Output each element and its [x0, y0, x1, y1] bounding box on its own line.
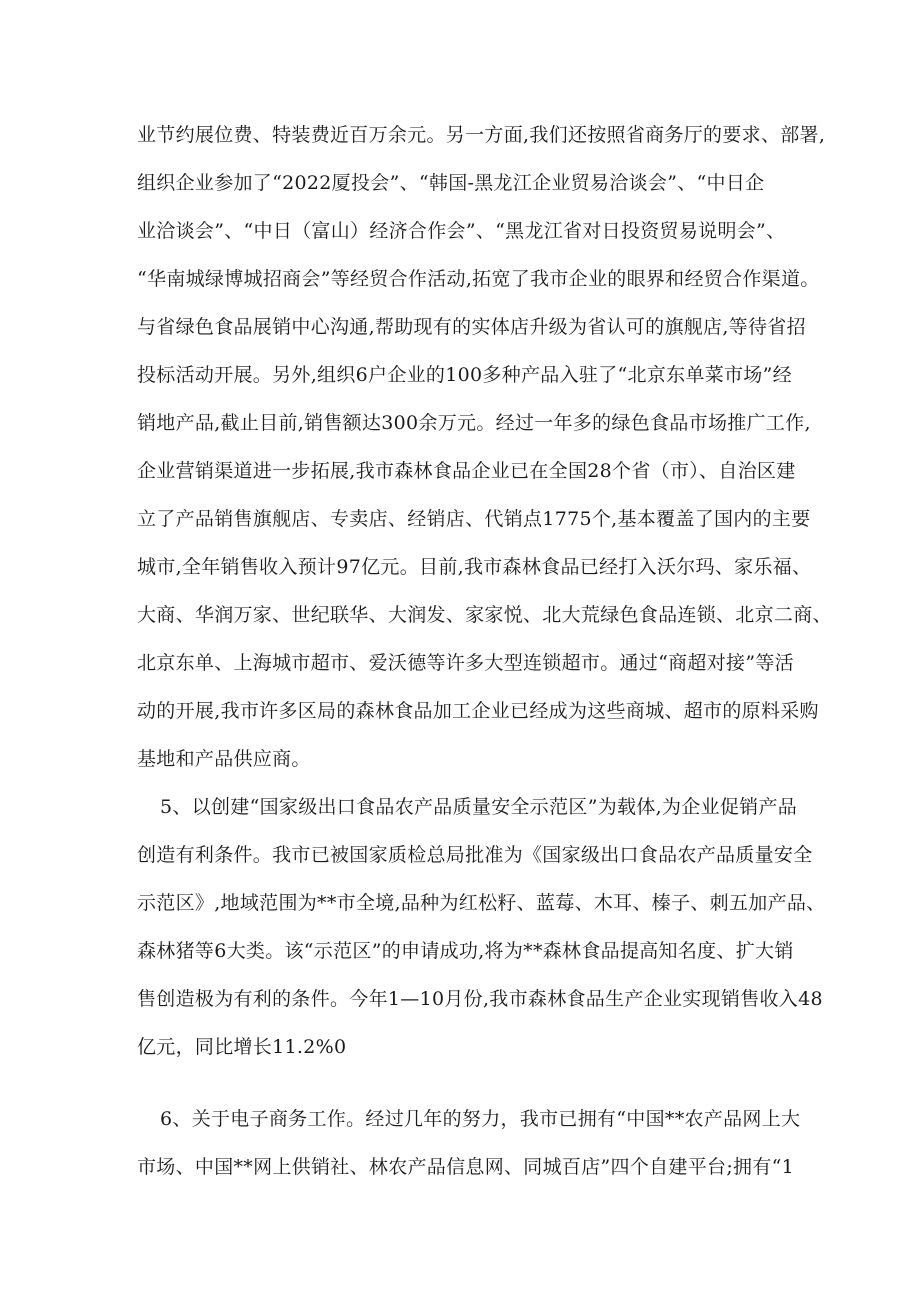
text-line: 市场、中国**网上供销社、林农产品信息网、同城百店”四个自建平台;拥有“1 [137, 1156, 795, 1178]
text-line: 森林猪等6大类。该“示范区”的申请成功,将为**森林食品提高知名度、扩大销 [137, 940, 794, 962]
text-line: “华南城绿博城招商会”等经贸合作活动,拓宽了我市企业的眼界和经贸合作渠道。 [137, 268, 820, 290]
paragraph-5-line: 5、以创建“国家级出口食品农产品质量安全示范区”为载体,为企业促销产品 [160, 796, 798, 818]
text-line: 城市,全年销售收入预计97亿元。目前,我市森林食品已经打入沃尔玛、家乐福、 [137, 556, 812, 578]
text-line: 大商、华润万家、世纪联华、大润发、家家悦、北大荒绿色食品连锁、北京二商、 [137, 604, 832, 626]
text-line: 示范区》,地域范围为**市全境,品种为红松籽、蓝莓、木耳、榛子、刺五加产品、 [137, 892, 826, 914]
text-line: 亿元，同比增长11.2%0 [137, 1036, 347, 1058]
text-line: 售创造极为有利的条件。今年1—10月份,我市森林食品生产企业实现销售收入48 [137, 988, 823, 1010]
text-line: 投标活动开展。另外,组织6户企业的100多种产品入驻了“北京东单菜市场”经 [137, 364, 792, 386]
text-line: 创造有利条件。我市已被国家质检总局批准为《国家级出口食品农产品质量安全 [137, 844, 813, 866]
text-line: 北京东单、上海城市超市、爱沃德等许多大型连锁超市。通过“商超对接”等活 [137, 652, 794, 674]
text-line: 销地产品,截止目前,销售额达300余万元。经过一年多的绿色食品市场推广工作, [137, 412, 811, 434]
text-line: 动的开展,我市许多区局的森林食品加工企业已经成为这些商城、超市的原料采购 [137, 700, 819, 722]
text-line: 业洽谈会”、“中日（富山）经济合作会”、“黑龙江省对日投资贸易说明会”、 [137, 220, 786, 242]
text-line: 企业营销渠道进一步拓展,我市森林食品企业已在全国28个省（市）、自治区建 [137, 460, 796, 482]
text-line: 基地和产品供应商。 [137, 748, 311, 770]
text-line: 与省绿色食品展销中心沟通,帮助现有的实体店升级为省认可的旗舰店,等待省招 [137, 316, 806, 338]
text-line: 组织企业参加了“2022厦投会”、“韩国-黑龙江企业贸易洽谈会”、“中日企 [137, 172, 765, 194]
text-line: 业节约展位费、特装费近百万余元。另一方面,我们还按照省商务厅的要求、部署, [137, 124, 826, 146]
text-line: 立了产品销售旗舰店、专卖店、经销店、代销点1775个,基本覆盖了国内的主要 [137, 508, 811, 530]
paragraph-6-line: 6、关于电子商务工作。经过几年的努力，我市已拥有“中国**农产品网上大 [160, 1108, 801, 1130]
